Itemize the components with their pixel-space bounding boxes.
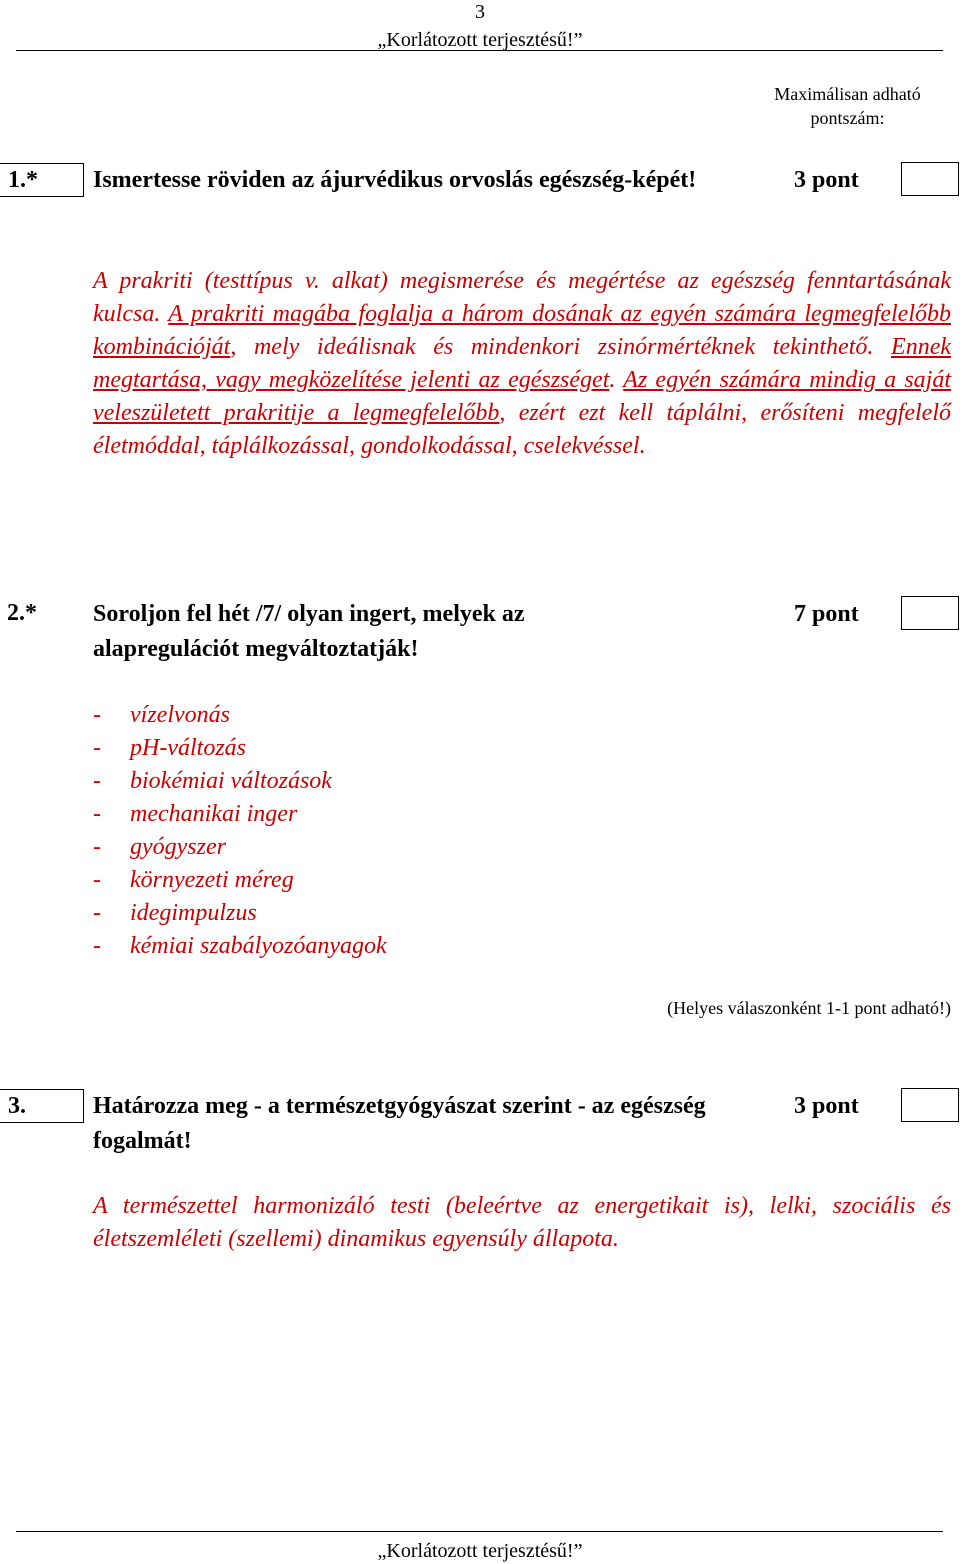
q1-score-box[interactable] (901, 162, 959, 196)
q2-number: 2.* (7, 600, 37, 626)
bullet-dash: - (93, 834, 101, 860)
header-restriction: „Korlátozott terjesztésű!” (377, 29, 583, 51)
list-item-text: kémiai szabályozóanyagok (130, 933, 387, 959)
list-item (93, 732, 693, 765)
list-item (93, 897, 693, 930)
q1-answer-part: A prakriti (testtípus v. alkat) megismerése és megértése az egészség fenntartásának kulcsa. (93, 268, 951, 327)
bullet-dash: - (93, 933, 101, 959)
list-item (93, 699, 693, 732)
scoring-note: (Helyes válaszonként 1-1 pont adható!) (667, 998, 951, 1018)
q1-answer-underlined: Az egyén számára mindig a saját veleszületett prakritije a legmegfelelőbb (93, 367, 952, 426)
bullet-dash: - (93, 900, 101, 926)
bullet-dash: - (93, 735, 101, 761)
bullet-dash: - (93, 801, 101, 827)
list-item-text: gyógyszer (130, 834, 226, 860)
q1-answer-part: , mely ideálisnak és mindenkori zsinórmértéknek tekinthető. (230, 334, 892, 360)
q1-answer-underlined: A prakriti magába foglalja a három dosának az egyén számára legmegfelelőbb kombinációját (93, 301, 951, 360)
q2-score-box[interactable] (901, 596, 959, 630)
bullet-dash: - (93, 768, 101, 794)
q3-score-box[interactable] (901, 1088, 959, 1122)
bullet-dash: - (93, 702, 101, 728)
list-item (93, 798, 693, 831)
header-rule (16, 50, 943, 51)
list-item-text: vízelvonás (130, 702, 230, 728)
list-item (93, 765, 693, 798)
q2-question: Soroljon fel hét /7/ olyan ingert, melyek az alapregulációt megváltoztatják! (93, 601, 525, 662)
q1-points: 3 pont (794, 167, 859, 193)
q2-points: 7 pont (794, 601, 859, 627)
list-item-text: pH-változás (130, 735, 246, 761)
list-item-text: környezeti méreg (130, 867, 294, 893)
q2-answer-list (93, 699, 693, 963)
list-item (93, 864, 693, 897)
footer-rule (16, 1531, 943, 1532)
list-item (93, 930, 693, 963)
q3-number: 3. (0, 1089, 84, 1123)
q1-answer (93, 265, 951, 463)
list-item-text: biokémiai változások (130, 768, 332, 794)
q3-points: 3 pont (794, 1093, 859, 1119)
max-points-label: Maximálisan adható pontszám: (774, 84, 921, 128)
q1-number: 1.* (0, 163, 84, 197)
list-item-text: idegimpulzus (130, 900, 257, 926)
q1-answer-underlined: Ennek megtartása, vagy megközelítése jelenti az egészséget (93, 334, 951, 393)
list-item (93, 831, 693, 864)
q1-question: Ismertesse röviden az ájurvédikus orvoslás egészség-képét! (93, 167, 697, 193)
bullet-dash: - (93, 867, 101, 893)
q3-question: Határozza meg - a természetgyógyászat szerint - az egészség fogalmát! (93, 1093, 706, 1154)
page-number: 3 (475, 1, 485, 23)
q3-answer: A természettel harmonizáló testi (beleértve az energetikait is), lelki, szociális és életszemléleti (szellemi) dinamikus egyensúly állapota. (93, 1193, 951, 1252)
q1-answer-part: , ezért ezt kell táplálni, erősíteni megfelelő életmóddal, táplálkozással, gondolkodással, cselekvéssel. (93, 400, 951, 459)
footer-restriction: „Korlátozott terjesztésű!” (377, 1540, 583, 1562)
q1-answer-part: . (609, 367, 624, 393)
list-item-text: mechanikai inger (130, 801, 298, 827)
